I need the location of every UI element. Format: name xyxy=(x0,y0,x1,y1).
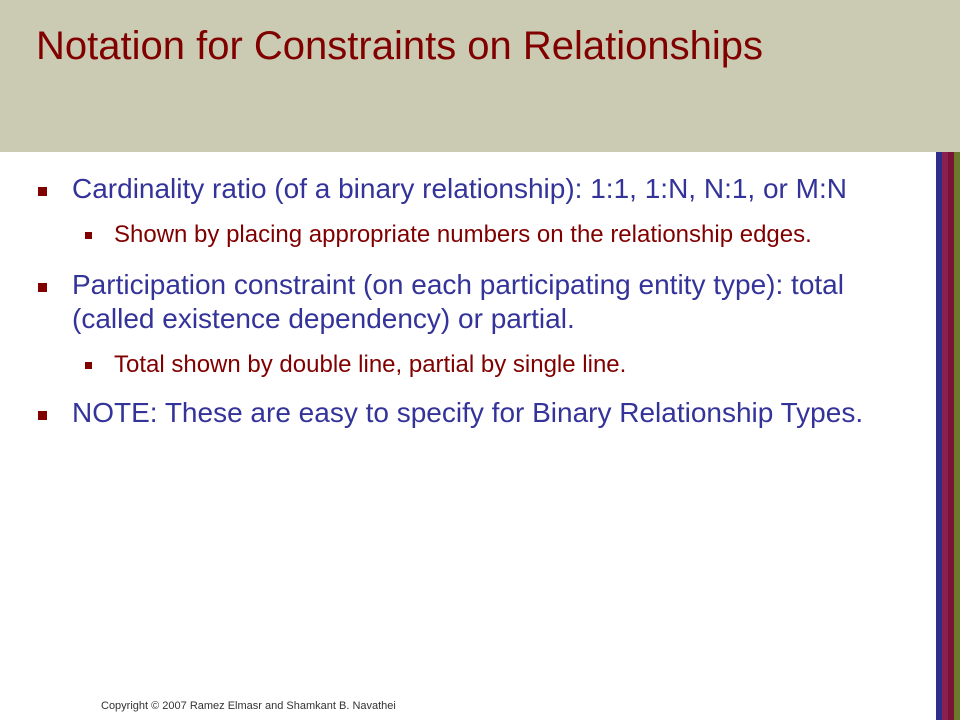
bullet-text: Cardinality ratio (of a binary relationship): 1:1, 1:N, N:1, or M:N xyxy=(72,173,847,204)
bullet-cardinality-ratio xyxy=(34,172,924,206)
bullet-square-icon xyxy=(38,411,47,420)
title-band xyxy=(0,0,960,152)
copyright-footer: Copyright © 2007 Ramez Elmasr and Shamkant B. Navathei xyxy=(101,700,396,712)
sub-bullet-cardinality-notation xyxy=(34,220,924,250)
bullet-text: Participation constraint (on each participating entity type): total (called existence dependency) or partial. xyxy=(72,269,844,334)
stripe-olive xyxy=(954,152,960,720)
bullet-text: NOTE: These are easy to specify for Binary Relationship Types. xyxy=(72,397,864,428)
bullet-square-icon xyxy=(38,283,47,292)
bullet-square-icon xyxy=(85,232,92,239)
bullet-square-icon xyxy=(85,362,92,369)
bullet-note xyxy=(34,396,924,430)
bullet-participation-constraint xyxy=(34,268,924,336)
decorative-stripes xyxy=(936,152,960,720)
sub-bullet-participation-notation xyxy=(34,350,924,380)
bullet-list xyxy=(34,168,924,430)
bullet-text: Total shown by double line, partial by single line. xyxy=(114,351,627,378)
bullet-square-icon xyxy=(38,187,47,196)
slide-title: Notation for Constraints on Relationships xyxy=(36,24,764,68)
bullet-text: Shown by placing appropriate numbers on the relationship edges. xyxy=(114,221,812,248)
